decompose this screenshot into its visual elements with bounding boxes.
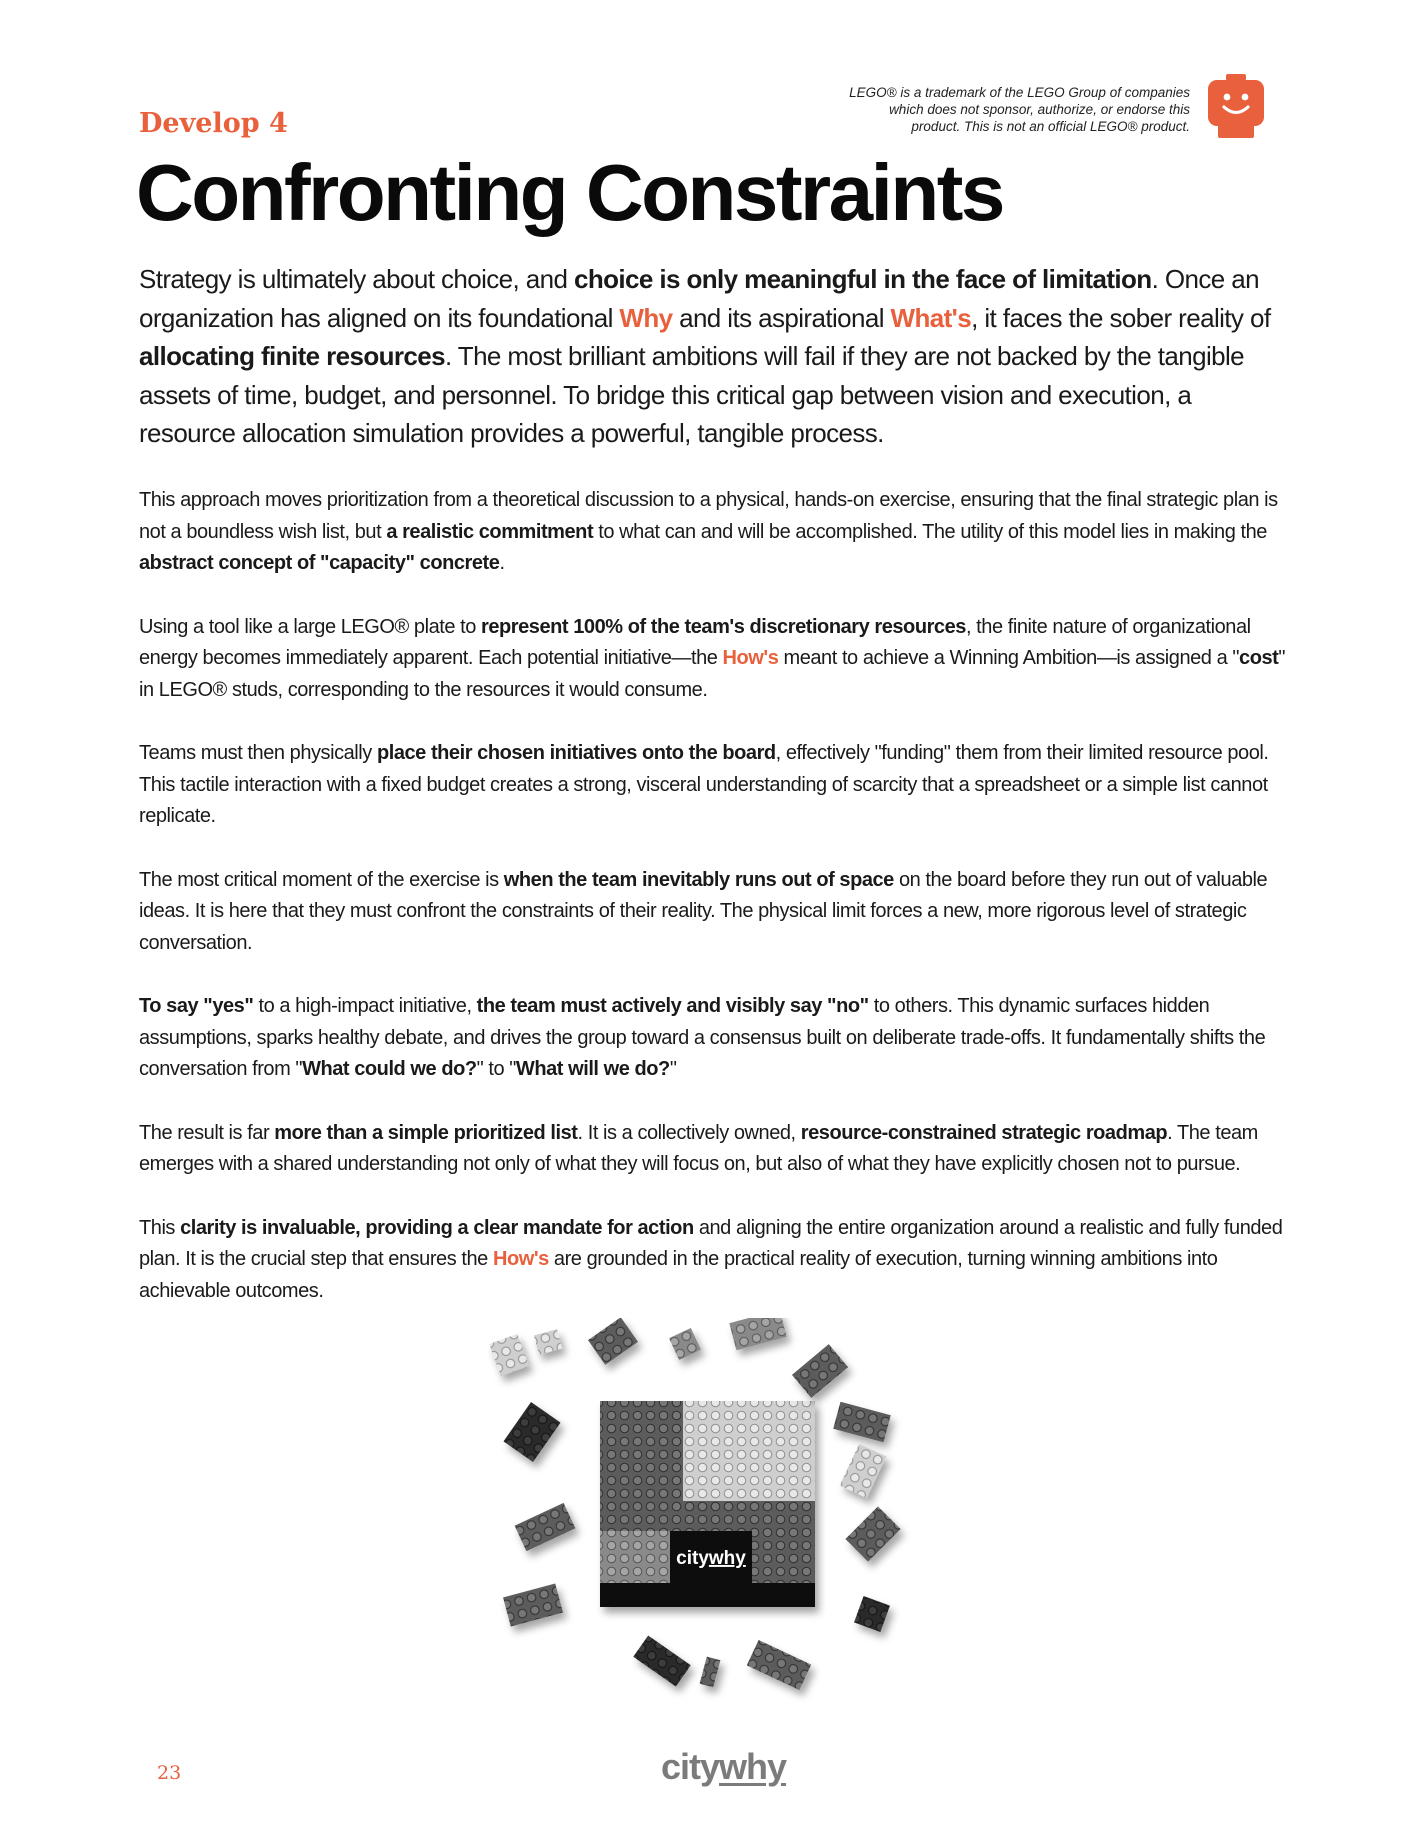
highlight-hows: How's [722, 647, 779, 669]
board-logo: citywhy [676, 1548, 746, 1569]
trademark-disclaimer [760, 84, 1190, 135]
page-number: 23 [157, 1762, 182, 1784]
page-title: Confronting Constraints [136, 148, 1003, 237]
disclaimer-line: product. This is not an official LEGO® product. [911, 119, 1190, 134]
paragraph: To say "yes" to a high-impact initiative, the team must actively and visibly say "no" to others. This dynamic surfaces hidden assumptions, sparks healthy debate, and drives the group toward a consensus built on deliberate trade-offs. It fundamentally shifts the conversation from "What could we do?" to "What will we do?" [139, 995, 1266, 1080]
section-label: Develop 4 [139, 108, 288, 139]
smiling-brick-head-icon [1206, 74, 1266, 140]
paragraph: Using a tool like a large LEGO® plate to represent 100% of the team's discretionary resources, the finite nature of organizational energy becomes immediately apparent. Each potential initiative—the How's meant to achieve a Winning Ambition—is assigned a "cost" in LEGO® studs, corresponding to the resources it would consume. [139, 615, 1285, 701]
body-copy [139, 485, 1289, 1339]
lego-bricks-icon [488, 1318, 958, 1743]
paragraph: The result is far more than a simple prioritized list. It is a collectively owned, resource-constrained strategic roadmap. The team emerges with a shared understanding not only of what they will focus on, but also of what they have explicitly chosen not to pursue. [139, 1121, 1258, 1175]
footer-logo: citywhy [661, 1746, 787, 1787]
paragraph: Teams must then physically place their chosen initiatives onto the board, effectively "funding" them from their limited resource pool. This tactile interaction with a fixed budget creates a strong, visceral understanding of scarcity that a spreadsheet or a simple list cannot replicate. [139, 742, 1269, 827]
highlight-whats: What's [890, 302, 972, 333]
paragraph: This clarity is invaluable, providing a clear mandate for action and aligning the entire organization around a realistic and fully funded plan. It is the crucial step that ensures the How's are grounded in the practical reality of execution, turning winning ambitions into achievable outcomes. [139, 1216, 1283, 1302]
paragraph: The most critical moment of the exercise is when the team inevitably runs out of space on the board before they run out of valuable ideas. It is here that they must confront the constraints of their reality. The physical limit forces a new, more rigorous level of strategic conversation. [139, 868, 1268, 954]
disclaimer-line: which does not sponsor, authorize, or endorse this [889, 102, 1190, 117]
highlight-why: Why [619, 302, 673, 333]
paragraph: This approach moves prioritization from a theoretical discussion to a physical, hands-on exercise, ensuring that the final strategic plan is not a boundless wish list, but a realistic commitment to what can and will be accomplished. The utility of this model lies in making the abstract concept of "capacity" concrete. [139, 489, 1278, 574]
disclaimer-line: LEGO® is a trademark of the LEGO Group of companies [849, 85, 1190, 100]
highlight-hows: How's [492, 1248, 549, 1270]
intro-paragraph: Strategy is ultimately about choice, and choice is only meaningful in the face of limitation. Once an organization has aligned on its foundational Why and its aspirational What's, it faces the sober reality of allocating finite resources. The most brilliant ambitions will fail if they are not backed by the tangible assets of time, budget, and personnel. To bridge this critical gap between vision and execution, a resource allocation simulation provides a powerful, tangible process. [139, 264, 1271, 448]
